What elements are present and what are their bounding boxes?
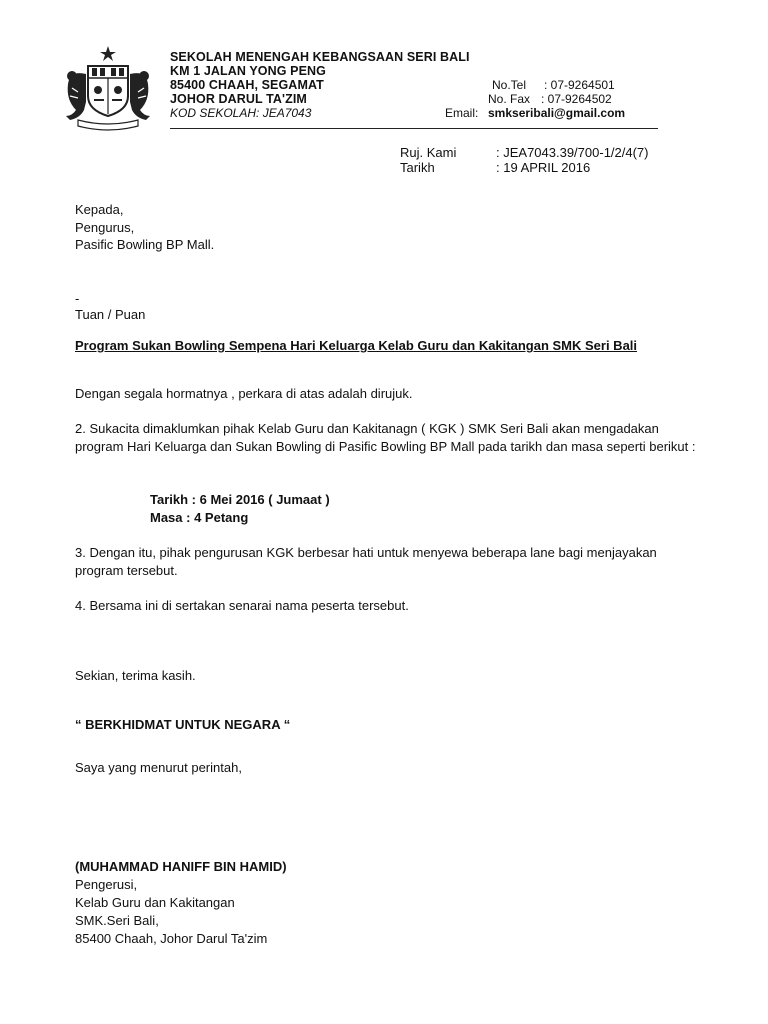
tel-value: : 07-9264501 [544,78,615,92]
school-address-line-2: 85400 CHAAH, SEGAMAT [170,78,324,92]
tel-label: No.Tel [492,78,527,92]
paragraph-1: Dengan segala hormatnya , perkara di atas adalah dirujuk. [75,386,413,401]
school-address-line-3: JOHOR DARUL TA'ZIM [170,92,307,106]
paragraph-3: 3. Dengan itu, pihak pengurusan KGK berbesar hati untuk menyewa beberapa lane bagi menjayakan program tersebut. [75,545,657,578]
date-label: Tarikh [400,160,435,175]
fax-label: No. Fax [488,92,531,106]
closing-obey: Saya yang menurut perintah, [75,760,242,775]
closing-thanks: Sekian, terima kasih. [75,668,196,683]
recipient-title: Pengurus, [75,220,135,235]
malaysia-coat-of-arms-icon [58,44,158,132]
subject-line: Program Sukan Bowling Sempena Hari Keluarga Kelab Guru dan Kakitangan SMK Seri Bali [75,338,638,353]
recipient-company: Pasific Bowling BP Mall. [75,237,215,252]
signatory-address: 85400 Chaah, Johor Darul Ta'zim [75,931,268,946]
closing-motto: “ BERKHIDMAT UNTUK NEGARA “ [75,717,291,732]
letterhead-divider [170,128,658,129]
salutation-dash: - [75,291,80,306]
ruj-value: : JEA7043.39/700-1/2/4(7) [496,145,649,160]
signatory-name: (MUHAMMAD HANIFF BIN HAMID) [75,859,287,874]
salutation: Tuan / Puan [75,307,146,322]
recipient-kepada: Kepada, [75,202,124,217]
paragraph-2: 2. Sukacita dimaklumkan pihak Kelab Guru dan Kakitanagn ( KGK ) SMK Seri Bali akan mengadakan program Hari Keluarga dan Sukan Bowling di Pasific Bowling BP Mall pada tarikh dan masa seperti berikut : [75,421,696,454]
ruj-label: Ruj. Kami [400,145,457,160]
school-code: KOD SEKOLAH: JEA7043 [170,106,312,120]
email-label: Email: [445,106,479,120]
date-value: : 19 APRIL 2016 [496,160,591,175]
fax-value: : 07-9264502 [541,92,612,106]
school-address-line-1: KM 1 JALAN YONG PENG [170,64,326,78]
school-name: SEKOLAH MENENGAH KEBANGSAAN SERI BALI [170,50,470,64]
email-value[interactable]: smkseribali@gmail.com [488,106,626,120]
paragraph-4: 4. Bersama ini di sertakan senarai nama peserta tersebut. [75,598,409,613]
event-time: Masa : 4 Petang [150,510,249,525]
signatory-org: Kelab Guru dan Kakitangan [75,895,235,910]
signatory-position: Pengerusi, [75,877,138,892]
signatory-school: SMK.Seri Bali, [75,913,159,928]
event-date: Tarikh : 6 Mei 2016 ( Jumaat ) [150,492,330,507]
